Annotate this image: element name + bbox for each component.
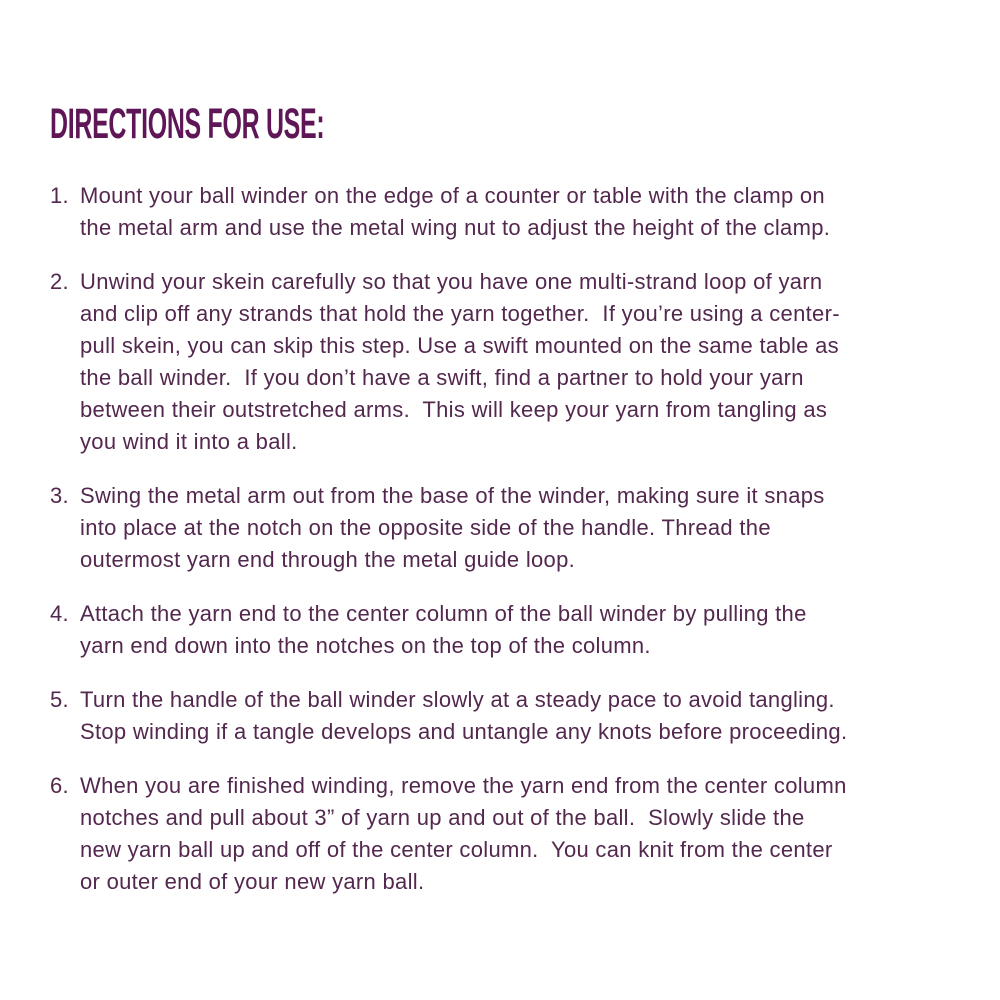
direction-text-line: and clip off any strands that hold the yarn together. If you’re using a center- (80, 301, 840, 326)
direction-number: 5. (50, 687, 69, 712)
direction-text-line: outermost yarn end through the metal guide loop. (80, 547, 576, 572)
direction-number: 3. (50, 483, 69, 508)
direction-text-line: between their outstretched arms. This will keep your yarn from tangling as (80, 397, 828, 422)
direction-text-line: the metal arm and use the metal wing nut to adjust the height of the clamp. (80, 215, 831, 240)
direction-text-line: pull skein, you can skip this step. Use a swift mounted on the same table as (80, 333, 839, 358)
direction-item-4 (50, 598, 960, 662)
direction-number: 2. (50, 269, 69, 294)
direction-number: 6. (50, 773, 69, 798)
direction-number: 4. (50, 601, 69, 626)
direction-text-line: Unwind your skein carefully so that you have one multi-strand loop of yarn (80, 269, 823, 294)
direction-item-5 (50, 684, 960, 748)
direction-item-1 (50, 180, 960, 244)
direction-text (80, 598, 807, 662)
direction-text (80, 180, 830, 244)
direction-text-line: Mount your ball winder on the edge of a counter or table with the clamp on (80, 183, 825, 208)
direction-text-line: into place at the notch on the opposite side of the handle. Thread the (80, 515, 771, 540)
direction-text (80, 684, 847, 748)
direction-text-line: Turn the handle of the ball winder slowly at a steady pace to avoid tangling. (80, 687, 835, 712)
directions-list (50, 180, 960, 898)
direction-text (80, 266, 840, 458)
direction-text-line: When you are finished winding, remove the yarn end from the center column (80, 773, 847, 798)
direction-text-line: or outer end of your new yarn ball. (80, 869, 425, 894)
direction-text-line: new yarn ball up and off of the center column. You can knit from the center (80, 837, 833, 862)
direction-text (80, 480, 825, 576)
direction-text-line: notches and pull about 3” of yarn up and out of the ball. Slowly slide the (80, 805, 805, 830)
direction-text-line: Attach the yarn end to the center column of the ball winder by pulling the (80, 601, 807, 626)
page-title: DIRECTIONS FOR USE: (50, 100, 325, 148)
direction-item-2 (50, 266, 960, 458)
direction-text-line: Stop winding if a tangle develops and untangle any knots before proceeding. (80, 719, 848, 744)
direction-number: 1. (50, 183, 69, 208)
direction-text-line: the ball winder. If you don’t have a swift, find a partner to hold your yarn (80, 365, 804, 390)
direction-item-6 (50, 770, 960, 898)
direction-text-line: Swing the metal arm out from the base of the winder, making sure it snaps (80, 483, 825, 508)
directions-document (50, 100, 960, 920)
direction-text (80, 770, 847, 898)
direction-item-3 (50, 480, 960, 576)
direction-text-line: you wind it into a ball. (80, 429, 298, 454)
direction-text-line: yarn end down into the notches on the top of the column. (80, 633, 651, 658)
